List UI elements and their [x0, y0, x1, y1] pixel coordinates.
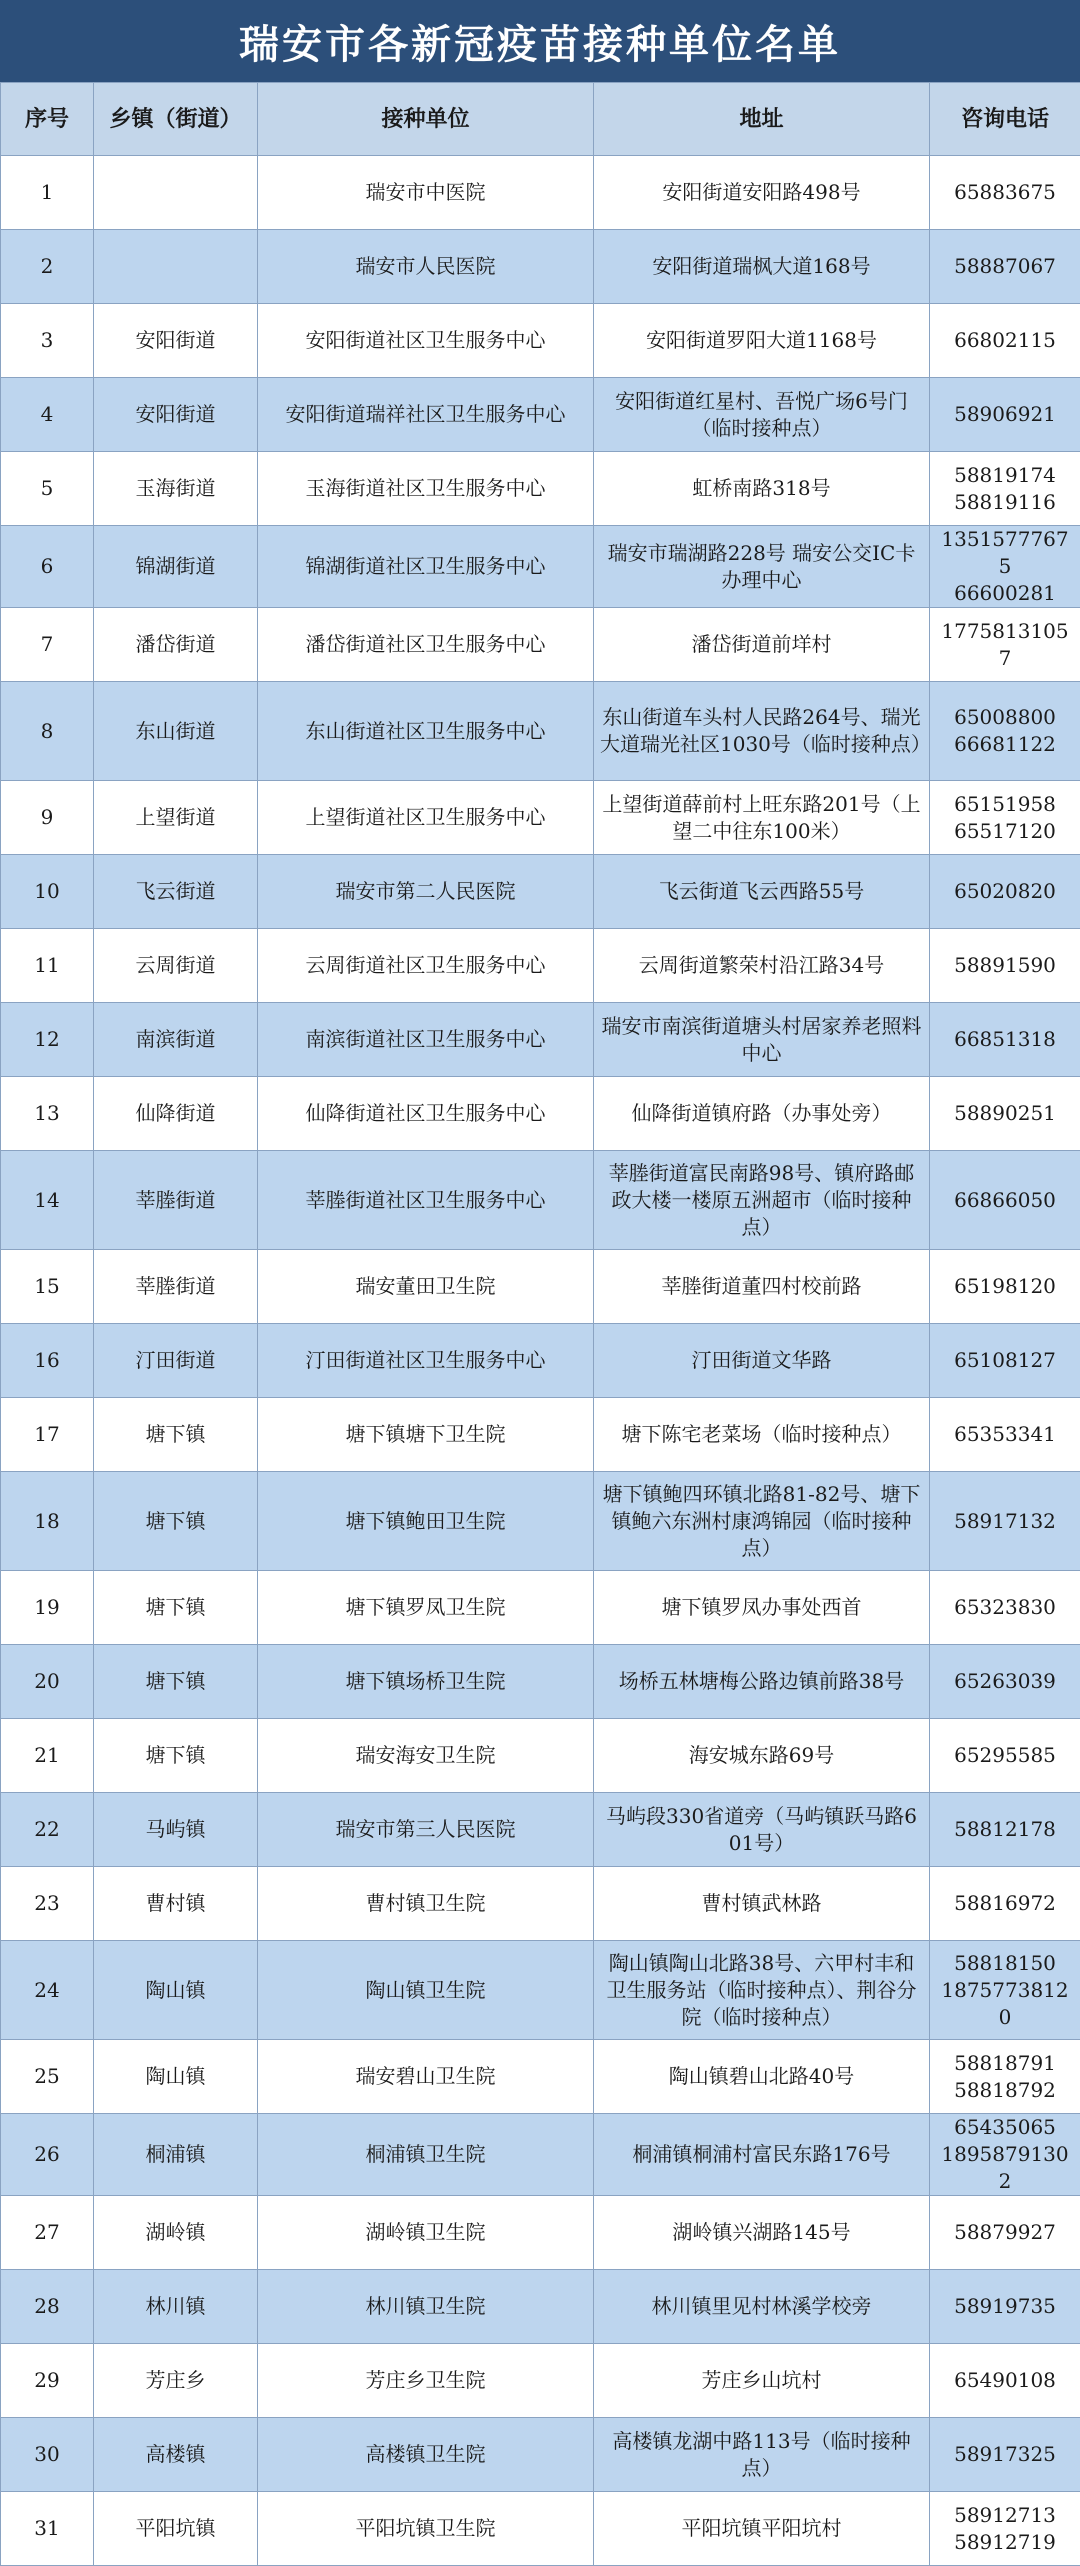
table-row [1, 1793, 1080, 1867]
phone-number[interactable]: 65151958 [936, 791, 1074, 818]
cell-no: 27 [1, 2196, 94, 2270]
header-town: 乡镇（街道） [94, 83, 258, 156]
cell-unit: 潘岱街道社区卫生服务中心 [258, 608, 594, 682]
cell-unit: 平阳坑镇卫生院 [258, 2492, 594, 2566]
phone-number[interactable]: 66851318 [936, 1026, 1074, 1053]
table-row [1, 1941, 1080, 2040]
phone-number[interactable]: 65295585 [936, 1742, 1074, 1769]
cell-town: 安阳街道 [94, 304, 258, 378]
cell-unit: 曹村镇卫生院 [258, 1867, 594, 1941]
phone-number[interactable]: 58879927 [936, 2219, 1074, 2246]
table-row [1, 2418, 1080, 2492]
cell-town: 锦湖街道 [94, 526, 258, 608]
cell-phone [930, 1793, 1080, 1867]
cell-town: 塘下镇 [94, 1645, 258, 1719]
cell-phone [930, 1324, 1080, 1398]
cell-address: 塘下陈宅老菜场（临时接种点） [594, 1398, 930, 1472]
cell-town: 东山街道 [94, 682, 258, 781]
cell-address: 莘塍街道富民南路98号、镇府路邮政大楼一楼原五洲超市（临时接种点） [594, 1151, 930, 1250]
table-row [1, 2270, 1080, 2344]
phone-number[interactable]: 17758131057 [936, 618, 1074, 672]
table-row [1, 2114, 1080, 2196]
cell-no: 22 [1, 1793, 94, 1867]
cell-phone [930, 304, 1080, 378]
phone-number[interactable]: 58887067 [936, 253, 1074, 280]
cell-no: 3 [1, 304, 94, 378]
cell-town: 莘塍街道 [94, 1250, 258, 1324]
cell-unit: 塘下镇罗凤卫生院 [258, 1571, 594, 1645]
cell-unit: 汀田街道社区卫生服务中心 [258, 1324, 594, 1398]
phone-number[interactable]: 58818791 [936, 2050, 1074, 2077]
cell-town [94, 230, 258, 304]
phone-number[interactable]: 58818792 [936, 2077, 1074, 2104]
cell-town: 潘岱街道 [94, 608, 258, 682]
cell-town: 上望街道 [94, 781, 258, 855]
phone-number[interactable]: 58912713 [936, 2502, 1074, 2529]
cell-town: 塘下镇 [94, 1719, 258, 1793]
phone-number[interactable]: 65435065 [936, 2114, 1074, 2141]
table-row [1, 526, 1080, 608]
cell-address: 安阳街道罗阳大道1168号 [594, 304, 930, 378]
cell-no: 1 [1, 156, 94, 230]
cell-unit: 莘塍街道社区卫生服务中心 [258, 1151, 594, 1250]
phone-number[interactable]: 18958791302 [936, 2141, 1074, 2195]
cell-address: 曹村镇武林路 [594, 1867, 930, 1941]
cell-phone [930, 781, 1080, 855]
table-row [1, 1398, 1080, 1472]
cell-town: 玉海街道 [94, 452, 258, 526]
cell-town: 塘下镇 [94, 1398, 258, 1472]
cell-unit: 瑞安市第三人民医院 [258, 1793, 594, 1867]
phone-number[interactable]: 66600281 [936, 580, 1074, 607]
cell-phone [930, 608, 1080, 682]
cell-address: 桐浦镇桐浦村富民东路176号 [594, 2114, 930, 2196]
table-row [1, 1250, 1080, 1324]
cell-address: 上望街道薛前村上旺东路201号（上望二中往东100米） [594, 781, 930, 855]
cell-address: 瑞安市南滨街道塘头村居家养老照料中心 [594, 1003, 930, 1077]
phone-number[interactable]: 65108127 [936, 1347, 1074, 1374]
cell-unit: 陶山镇卫生院 [258, 1941, 594, 2040]
cell-unit: 锦湖街道社区卫生服务中心 [258, 526, 594, 608]
cell-town: 芳庄乡 [94, 2344, 258, 2418]
cell-address: 虹桥南路318号 [594, 452, 930, 526]
cell-no: 20 [1, 1645, 94, 1719]
cell-town: 湖岭镇 [94, 2196, 258, 2270]
phone-number[interactable]: 58912719 [936, 2529, 1074, 2556]
cell-no: 25 [1, 2040, 94, 2114]
cell-unit: 瑞安碧山卫生院 [258, 2040, 594, 2114]
cell-phone [930, 2040, 1080, 2114]
cell-phone [930, 2114, 1080, 2196]
cell-no: 26 [1, 2114, 94, 2196]
table-row [1, 1645, 1080, 1719]
cell-unit: 塘下镇场桥卫生院 [258, 1645, 594, 1719]
cell-town: 塘下镇 [94, 1571, 258, 1645]
cell-no: 5 [1, 452, 94, 526]
cell-no: 11 [1, 929, 94, 1003]
cell-no: 8 [1, 682, 94, 781]
phone-number[interactable]: 58819174 [936, 462, 1074, 489]
header-phone: 咨询电话 [930, 83, 1080, 156]
table-row [1, 452, 1080, 526]
cell-address: 汀田街道文华路 [594, 1324, 930, 1398]
cell-town: 南滨街道 [94, 1003, 258, 1077]
cell-unit: 云周街道社区卫生服务中心 [258, 929, 594, 1003]
cell-town: 马屿镇 [94, 1793, 258, 1867]
cell-address: 安阳街道红星村、吾悦广场6号门（临时接种点） [594, 378, 930, 452]
cell-phone [930, 2196, 1080, 2270]
cell-no: 24 [1, 1941, 94, 2040]
phone-number[interactable]: 58818150 [936, 1950, 1074, 1977]
cell-phone [930, 1472, 1080, 1571]
cell-no: 30 [1, 2418, 94, 2492]
cell-phone [930, 1077, 1080, 1151]
table-row [1, 1867, 1080, 1941]
table-row [1, 1571, 1080, 1645]
table-row [1, 1324, 1080, 1398]
header-no: 序号 [1, 83, 94, 156]
phone-number[interactable]: 13515777675 [936, 526, 1074, 580]
table-row [1, 1719, 1080, 1793]
cell-no: 31 [1, 2492, 94, 2566]
cell-address: 飞云街道飞云西路55号 [594, 855, 930, 929]
cell-town: 陶山镇 [94, 2040, 258, 2114]
cell-address: 云周街道繁荣村沿江路34号 [594, 929, 930, 1003]
cell-no: 10 [1, 855, 94, 929]
cell-unit: 瑞安市第二人民医院 [258, 855, 594, 929]
phone-number[interactable]: 65353341 [936, 1421, 1074, 1448]
cell-town: 莘塍街道 [94, 1151, 258, 1250]
phone-number[interactable]: 58919735 [936, 2293, 1074, 2320]
phone-number[interactable]: 18757738120 [936, 1977, 1074, 2031]
cell-phone [930, 2492, 1080, 2566]
cell-town: 云周街道 [94, 929, 258, 1003]
table-row [1, 1472, 1080, 1571]
table-row [1, 682, 1080, 781]
cell-phone [930, 1571, 1080, 1645]
cell-no: 2 [1, 230, 94, 304]
phone-number[interactable]: 58819116 [936, 489, 1074, 516]
cell-phone [930, 378, 1080, 452]
cell-address: 平阳坑镇平阳坑村 [594, 2492, 930, 2566]
table-row [1, 156, 1080, 230]
cell-no: 16 [1, 1324, 94, 1398]
phone-number[interactable]: 58890251 [936, 1100, 1074, 1127]
phone-number[interactable]: 65020820 [936, 878, 1074, 905]
cell-unit: 安阳街道瑞祥社区卫生服务中心 [258, 378, 594, 452]
header-unit: 接种单位 [258, 83, 594, 156]
cell-unit: 上望街道社区卫生服务中心 [258, 781, 594, 855]
cell-address: 陶山镇陶山北路38号、六甲村丰和卫生服务站（临时接种点）、荆谷分院（临时接种点） [594, 1941, 930, 2040]
cell-phone [930, 682, 1080, 781]
table-row [1, 2492, 1080, 2566]
cell-phone [930, 526, 1080, 608]
table-row [1, 1077, 1080, 1151]
cell-phone [930, 1645, 1080, 1719]
cell-address: 海安城东路69号 [594, 1719, 930, 1793]
cell-phone [930, 230, 1080, 304]
cell-no: 15 [1, 1250, 94, 1324]
cell-unit: 塘下镇塘下卫生院 [258, 1398, 594, 1472]
cell-no: 12 [1, 1003, 94, 1077]
cell-phone [930, 855, 1080, 929]
cell-phone [930, 2270, 1080, 2344]
phone-number[interactable]: 65263039 [936, 1668, 1074, 1695]
vaccination-sites-table [0, 82, 1080, 2566]
cell-no: 9 [1, 781, 94, 855]
cell-no: 14 [1, 1151, 94, 1250]
cell-address: 陶山镇碧山北路40号 [594, 2040, 930, 2114]
cell-no: 17 [1, 1398, 94, 1472]
phone-number[interactable]: 58906921 [936, 401, 1074, 428]
table-row [1, 378, 1080, 452]
cell-town [94, 156, 258, 230]
table-row [1, 781, 1080, 855]
cell-address: 林川镇里见村林溪学校旁 [594, 2270, 930, 2344]
cell-town: 安阳街道 [94, 378, 258, 452]
cell-address: 瑞安市瑞湖路228号 瑞安公交IC卡办理中心 [594, 526, 930, 608]
cell-no: 19 [1, 1571, 94, 1645]
cell-phone [930, 452, 1080, 526]
cell-town: 飞云街道 [94, 855, 258, 929]
cell-no: 23 [1, 1867, 94, 1941]
cell-no: 29 [1, 2344, 94, 2418]
cell-town: 曹村镇 [94, 1867, 258, 1941]
cell-address: 湖岭镇兴湖路145号 [594, 2196, 930, 2270]
cell-unit: 林川镇卫生院 [258, 2270, 594, 2344]
table-row [1, 2196, 1080, 2270]
cell-address: 塘下镇鲍四环镇北路81-82号、塘下镇鲍六东洲村康鸿锦园（临时接种点） [594, 1472, 930, 1571]
table-row [1, 304, 1080, 378]
cell-address: 东山街道车头村人民路264号、瑞光大道瑞光社区1030号（临时接种点） [594, 682, 930, 781]
phone-number[interactable]: 58891590 [936, 952, 1074, 979]
cell-address: 莘塍街道董四村校前路 [594, 1250, 930, 1324]
cell-no: 6 [1, 526, 94, 608]
cell-address: 高楼镇龙湖中路113号（临时接种点） [594, 2418, 930, 2492]
cell-address: 潘岱街道前垟村 [594, 608, 930, 682]
table-header-row [1, 83, 1080, 156]
table-row [1, 2344, 1080, 2418]
phone-number[interactable]: 66681122 [936, 731, 1074, 758]
cell-town: 汀田街道 [94, 1324, 258, 1398]
cell-unit: 塘下镇鲍田卫生院 [258, 1472, 594, 1571]
table-row [1, 230, 1080, 304]
phone-number[interactable]: 58917325 [936, 2441, 1074, 2468]
cell-town: 塘下镇 [94, 1472, 258, 1571]
cell-phone [930, 1151, 1080, 1250]
table-row [1, 1151, 1080, 1250]
phone-number[interactable]: 58816972 [936, 1890, 1074, 1917]
cell-unit: 桐浦镇卫生院 [258, 2114, 594, 2196]
phone-number[interactable]: 65198120 [936, 1273, 1074, 1300]
cell-address: 马屿段330省道旁（马屿镇跃马路601号） [594, 1793, 930, 1867]
cell-address: 安阳街道安阳路498号 [594, 156, 930, 230]
cell-unit: 瑞安市人民医院 [258, 230, 594, 304]
table-row [1, 2040, 1080, 2114]
cell-no: 4 [1, 378, 94, 452]
cell-unit: 南滨街道社区卫生服务中心 [258, 1003, 594, 1077]
cell-unit: 玉海街道社区卫生服务中心 [258, 452, 594, 526]
cell-unit: 瑞安市中医院 [258, 156, 594, 230]
phone-number[interactable]: 65490108 [936, 2367, 1074, 2394]
cell-unit: 高楼镇卫生院 [258, 2418, 594, 2492]
cell-phone [930, 1719, 1080, 1793]
table-row [1, 608, 1080, 682]
cell-unit: 瑞安海安卫生院 [258, 1719, 594, 1793]
cell-unit: 安阳街道社区卫生服务中心 [258, 304, 594, 378]
cell-phone [930, 2418, 1080, 2492]
page-title: 瑞安市各新冠疫苗接种单位名单 [0, 0, 1080, 82]
cell-no: 7 [1, 608, 94, 682]
cell-phone [930, 1867, 1080, 1941]
cell-address: 安阳街道瑞枫大道168号 [594, 230, 930, 304]
phone-number[interactable]: 58812178 [936, 1816, 1074, 1843]
phone-number[interactable]: 65883675 [936, 179, 1074, 206]
cell-town: 林川镇 [94, 2270, 258, 2344]
phone-number[interactable]: 65323830 [936, 1594, 1074, 1621]
cell-phone [930, 156, 1080, 230]
cell-address: 仙降街道镇府路（办事处旁） [594, 1077, 930, 1151]
cell-phone [930, 2344, 1080, 2418]
cell-unit: 瑞安董田卫生院 [258, 1250, 594, 1324]
cell-town: 平阳坑镇 [94, 2492, 258, 2566]
cell-unit: 芳庄乡卫生院 [258, 2344, 594, 2418]
cell-phone [930, 929, 1080, 1003]
cell-no: 13 [1, 1077, 94, 1151]
cell-address: 塘下镇罗凤办事处西首 [594, 1571, 930, 1645]
cell-address: 场桥五林塘梅公路边镇前路38号 [594, 1645, 930, 1719]
table-row [1, 929, 1080, 1003]
cell-town: 桐浦镇 [94, 2114, 258, 2196]
cell-phone [930, 1250, 1080, 1324]
table-row [1, 1003, 1080, 1077]
cell-unit: 仙降街道社区卫生服务中心 [258, 1077, 594, 1151]
phone-number[interactable]: 66866050 [936, 1187, 1074, 1214]
table-row [1, 855, 1080, 929]
phone-number[interactable]: 65517120 [936, 818, 1074, 845]
cell-phone [930, 1941, 1080, 2040]
cell-no: 18 [1, 1472, 94, 1571]
cell-unit: 东山街道社区卫生服务中心 [258, 682, 594, 781]
cell-unit: 湖岭镇卫生院 [258, 2196, 594, 2270]
phone-number[interactable]: 65008800 [936, 704, 1074, 731]
table-body [1, 156, 1080, 2566]
cell-phone [930, 1003, 1080, 1077]
cell-no: 28 [1, 2270, 94, 2344]
cell-address: 芳庄乡山坑村 [594, 2344, 930, 2418]
cell-no: 21 [1, 1719, 94, 1793]
header-address: 地址 [594, 83, 930, 156]
cell-phone [930, 1398, 1080, 1472]
cell-town: 仙降街道 [94, 1077, 258, 1151]
cell-town: 陶山镇 [94, 1941, 258, 2040]
phone-number[interactable]: 66802115 [936, 327, 1074, 354]
cell-town: 高楼镇 [94, 2418, 258, 2492]
phone-number[interactable]: 58917132 [936, 1508, 1074, 1535]
